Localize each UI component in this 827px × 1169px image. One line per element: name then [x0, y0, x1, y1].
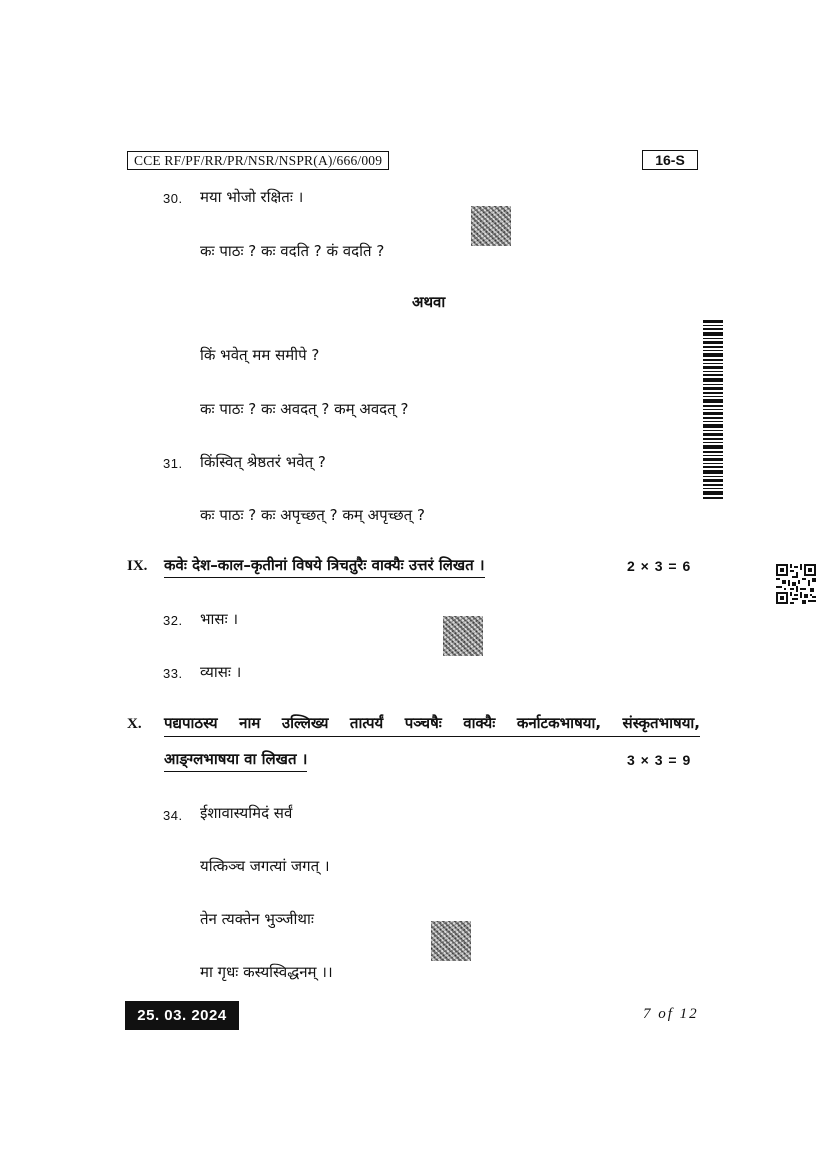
- or-separator: अथवा: [412, 293, 446, 311]
- question-31-ask: कः पाठः ? कः अपृच्छत् ? कम् अपृच्छत् ?: [200, 506, 425, 524]
- section-x-heading-line1: पद्यपाठस्य नाम उल्लिख्य तात्पर्यं पञ्चषैः वाक्यैः कर्नाटकभाषया, संस्कृतभाषया,: [164, 713, 700, 737]
- question-number-34: 34.: [163, 808, 183, 823]
- section-ix-marks: 2 × 3 = 6: [627, 558, 692, 574]
- verse-line-1: ईशावास्यमिदं सर्वं: [200, 804, 293, 822]
- page-number: 7 of 12: [643, 1006, 699, 1022]
- security-pattern-1: [471, 206, 511, 246]
- question-number-32: 32.: [163, 613, 183, 628]
- section-x-heading-line2: आङ्ग्लभाषया वा लिखत ।: [164, 749, 307, 772]
- question-number-30: 30.: [163, 191, 183, 206]
- exam-date-badge: 25. 03. 2024: [125, 1001, 239, 1030]
- verse-line-2: यत्किञ्च जगत्यां जगत् ।: [200, 857, 330, 875]
- question-32-text: भासः ।: [200, 610, 239, 628]
- qr-code-icon: [776, 564, 816, 604]
- question-33-text: व्यासः ।: [200, 663, 242, 681]
- security-pattern-3: [431, 921, 471, 961]
- verse-line-4: मा गृधः कस्यस्विद्धनम् ।।: [200, 963, 333, 981]
- question-30-ask: कः पाठः ? कः वदति ? कं वदति ?: [200, 242, 385, 260]
- section-ix-heading: कवेः देश–काल–कृतीनां विषये त्रिचतुरैः वाक्यैः उत्तरं लिखत ।: [164, 555, 485, 578]
- question-number-33: 33.: [163, 666, 183, 681]
- question-30-alt-ask: कः पाठः ? कः अवदत् ? कम् अवदत् ?: [200, 400, 409, 418]
- section-number-ix: IX.: [127, 558, 148, 574]
- question-number-31: 31.: [163, 456, 183, 471]
- question-30-alt-text: किं भवेत् मम समीपे ?: [200, 346, 320, 364]
- exam-code: CCE RF/PF/RR/PR/NSR/NSPR(A)/666/009: [127, 151, 389, 170]
- verse-line-3: तेन त्यक्तेन भुञ्जीथाः: [200, 910, 314, 928]
- barcode-icon: [703, 320, 723, 500]
- question-31-text: किंस्वित् श्रेष्ठतरं भवेत् ?: [200, 453, 326, 471]
- security-pattern-2: [443, 616, 483, 656]
- paper-code-box: 16-S: [642, 150, 698, 170]
- section-x-marks: 3 × 3 = 9: [627, 752, 692, 768]
- section-number-x: X.: [127, 716, 142, 732]
- question-30-text: मया भोजो रक्षितः ।: [200, 188, 304, 206]
